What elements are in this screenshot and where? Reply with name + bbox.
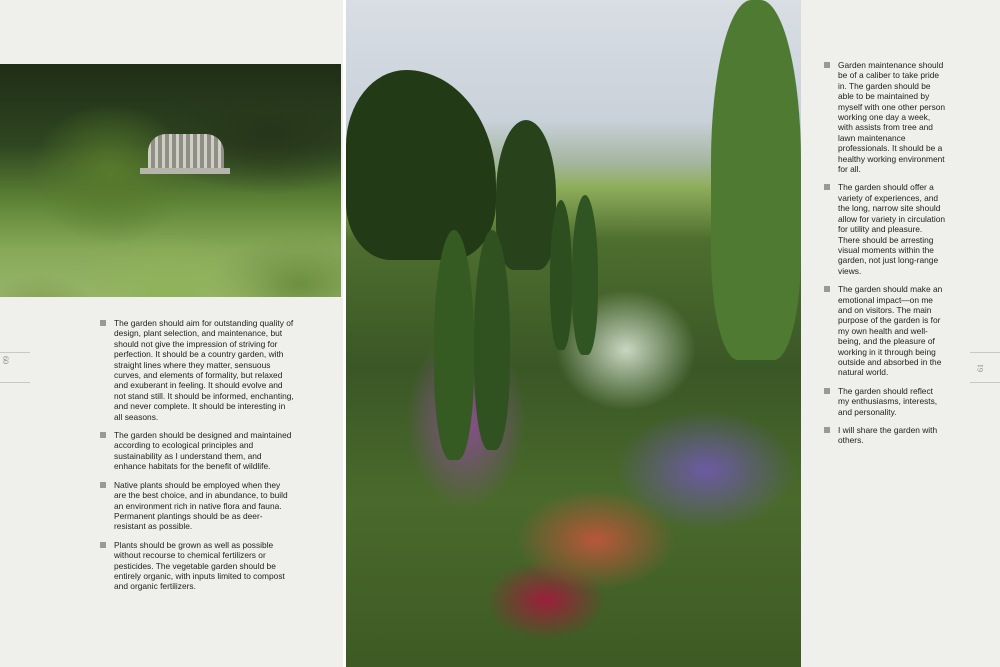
paragraph-text: Plants should be grown as well as possible without recourse to chemical fertilizers or pesticides. The vegetable garden should be entirely organic, with inputs limited to compost and organic fertilizers. xyxy=(114,539,285,592)
tree xyxy=(346,70,496,260)
bullet-paragraph xyxy=(824,425,946,446)
columnar-tree xyxy=(434,230,474,460)
garden-landscape-photo xyxy=(346,0,801,667)
paragraph-text: Garden maintenance should be of a caliber to take pride in. The garden should be able to be maintained by myself with one other person working one day a week, with assists from tree and lawn maintenance professionals. It should be a healthy working environment for all. xyxy=(838,60,946,175)
square-bullet-icon xyxy=(824,184,830,190)
columnar-tree xyxy=(474,230,510,450)
bullet-paragraph xyxy=(100,540,294,592)
right-text-column xyxy=(824,60,946,454)
bullet-paragraph xyxy=(824,60,946,174)
garden-bench-photo xyxy=(0,64,341,297)
bench-back xyxy=(148,134,224,170)
bullet-paragraph xyxy=(824,386,946,417)
folio-rule xyxy=(0,382,30,383)
columnar-tree xyxy=(550,200,572,350)
square-bullet-icon xyxy=(824,427,830,433)
page-number-right: 61 xyxy=(976,364,985,372)
square-bullet-icon xyxy=(100,432,106,438)
square-bullet-icon xyxy=(824,388,830,394)
square-bullet-icon xyxy=(100,542,106,548)
paragraph-text: The garden should offer a variety of experiences, and the long, narrow site should allow for variety in circulation for utility and pleasure. There should be arresting visual moments within the garden, not just long-range views. xyxy=(838,182,946,276)
square-bullet-icon xyxy=(824,62,830,68)
square-bullet-icon xyxy=(100,320,106,326)
bullet-paragraph xyxy=(100,480,294,532)
bench-seat xyxy=(140,168,230,174)
paragraph-text: The garden should reflect my enthusiasms, interests, and personality. xyxy=(838,385,938,417)
paragraph-text: I will share the garden with others. xyxy=(838,425,938,446)
left-text-column xyxy=(100,318,294,600)
paragraph-text: The garden should aim for outstanding quality of design, plant selection, and maintenance, but should not give the impression of striving for perfection. It should be a country garden, with straight lines where they matter, sensuous curves, and elements of formality, but relaxed and exuberant in feeling. It should evolve and not stand still. It should be informed, enchanting, and never complete. It should be interesting in all seasons. xyxy=(114,318,294,422)
folio-rule xyxy=(970,382,1000,383)
page-number-left: 60 xyxy=(1,356,10,364)
folio-rule xyxy=(0,352,30,353)
folio-rule xyxy=(970,352,1000,353)
bullet-paragraph xyxy=(100,430,294,472)
square-bullet-icon xyxy=(824,286,830,292)
poplar-tree xyxy=(711,0,801,360)
paragraph-text: Native plants should be employed when they are the best choice, and in abundance, to build an environment rich in native flora and fauna. Permanent plantings should be as deer-resistant as possible. xyxy=(114,479,288,532)
paragraph-text: The garden should make an emotional impact—on me and on visitors. The main purpose of the garden is for my own health and well-being, and the pleasure of working in it through being outside and absorbed in the natural world. xyxy=(838,284,943,378)
tree xyxy=(496,120,556,270)
bullet-paragraph xyxy=(100,318,294,422)
bullet-paragraph xyxy=(824,182,946,276)
columnar-tree xyxy=(572,195,598,355)
square-bullet-icon xyxy=(100,482,106,488)
paragraph-text: The garden should be designed and maintained according to ecological principles and sustainability as I understand them, and enhance habitats for the benefit of wildlife. xyxy=(114,430,292,472)
bullet-paragraph xyxy=(824,284,946,378)
